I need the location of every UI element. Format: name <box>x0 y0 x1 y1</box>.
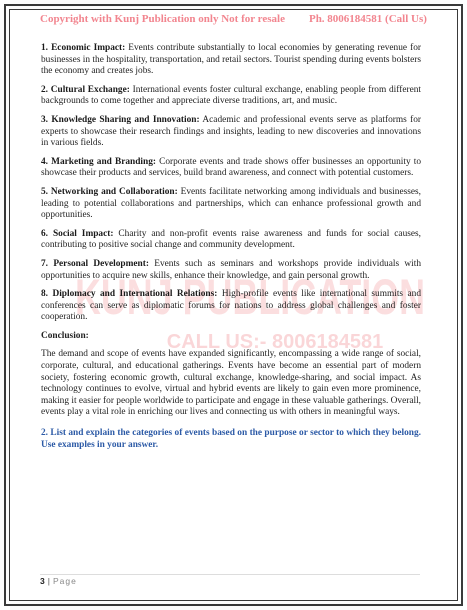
item-label: 8. Diplomacy and International Relations: <box>41 289 218 300</box>
item-label: 7. Personal Development: <box>41 258 149 269</box>
item-text: Events contribute substantially to local economies by generating revenue for businesses in the hospitality, transportation, and retail sectors. Tourist spending during events bolsters the economy and creates jobs. <box>41 43 421 77</box>
list-item <box>41 289 421 324</box>
item-label: 4. Marketing and Branding: <box>41 156 156 167</box>
contact-phone: Ph. 8006184581 (Call Us) <box>308 13 427 25</box>
list-item <box>41 187 421 222</box>
copyright-notice: Copyright with Kunj Publication only Not for resale <box>40 13 285 25</box>
conclusion-text: The demand and scope of events have expanded significantly, encompassing a wide range of social, corporate, cultural, and educational gatherings. Events have become an essential part of modern society, fostering economic growth, cultural exchange, knowledge-sharing, and social impact. As technology continues to evolve, virtual and hybrid events are likely to gain even more prominence, making it easier for people worldwide to participate and engage in these valuable gatherings. Overall, events play a vital role in enriching our lives and connecting us with others in meaningful ways. <box>41 349 421 418</box>
conclusion-heading: Conclusion: <box>41 330 89 341</box>
page-label: Page <box>52 576 77 586</box>
item-text: Events facilitate networking among individuals and businesses, leading to potential collaborations and partnerships, which can enhance professional growth and opportunities. <box>41 186 421 221</box>
watermark-call: CALL US:- 8006184581 <box>166 331 384 353</box>
question-heading: 2. List and explain the categories of events based on the purpose or sector to which they belong. Use examples in your answer. <box>41 428 421 450</box>
item-label: 3. Knowledge Sharing and Innovation: <box>41 114 200 125</box>
list-item <box>41 115 421 150</box>
list-item <box>41 157 421 180</box>
document-body <box>41 43 421 458</box>
item-label: 1. Economic Impact: <box>41 43 126 53</box>
item-text: Events such as seminars and workshops provide individuals with opportunities to acquire new skills, enhance their knowledge, and gain personal growth. <box>41 258 422 281</box>
list-item <box>41 229 421 252</box>
item-text: Corporate events and trade shows offer businesses an opportunity to showcase their products and services, build brand awareness, and connect with potential customers. <box>41 156 421 179</box>
copyright-header <box>40 13 440 25</box>
item-text: High-profile events like international summits and conferences can serve as diplomatic forums for nations to address global challenges and foster cooperation. <box>41 289 421 323</box>
item-text: Academic and professional events serve as platforms for experts to showcase their research findings and insights, leading to new discoveries and innovations in various fields. <box>41 114 422 149</box>
list-item <box>41 85 421 108</box>
item-label: 5. Networking and Collaboration: <box>41 186 178 197</box>
item-label: 6. Social Impact: <box>41 228 114 239</box>
footer-divider <box>40 574 420 575</box>
item-text: Charity and non-profit events raise awareness and funds for social causes, contributing to positive social change and community development. <box>41 228 421 251</box>
page-number: 3 <box>40 576 45 586</box>
watermark-brand: KUNJ PUBLICATION <box>75 269 425 325</box>
list-item <box>41 43 421 78</box>
page-footer <box>40 576 77 586</box>
footer-separator: | <box>47 576 50 586</box>
list-item <box>41 259 421 282</box>
item-text: International events foster cultural exchange, enabling people from different backgrounds to come together and appreciate diverse traditions, art, and music. <box>41 84 422 107</box>
item-label: 2. Cultural Exchange: <box>41 84 130 95</box>
